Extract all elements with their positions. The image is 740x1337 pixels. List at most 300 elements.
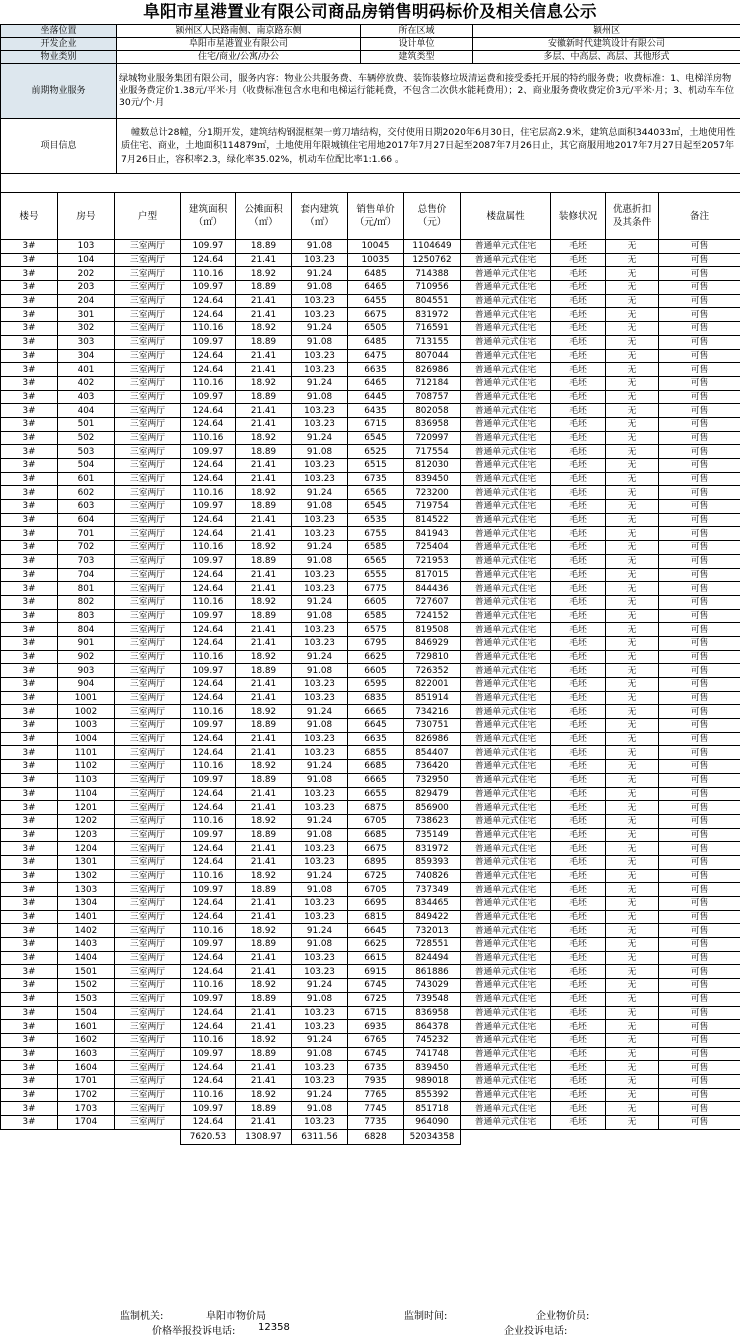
unit-price-cell: 6625 xyxy=(348,650,404,664)
layout-cell: 三室两厅 xyxy=(115,801,181,815)
inner-area-cell: 91.08 xyxy=(292,1047,348,1061)
layout-cell: 三室两厅 xyxy=(115,636,181,650)
building-cell: 3# xyxy=(1,814,58,828)
unit-price-cell: 6835 xyxy=(348,691,404,705)
inner-area-cell: 91.08 xyxy=(292,500,348,514)
decoration-cell: 毛坯 xyxy=(551,281,606,295)
shared-area-cell: 21.41 xyxy=(236,459,292,473)
layout-cell: 三室两厅 xyxy=(115,910,181,924)
unit-price-cell: 6705 xyxy=(348,814,404,828)
col-header-unit-price xyxy=(348,193,404,240)
decoration-cell: 毛坯 xyxy=(551,445,606,459)
unit-price-cell: 6715 xyxy=(348,417,404,431)
gross-area-cell: 109.97 xyxy=(181,883,236,897)
room-cell: 804 xyxy=(58,623,115,637)
inner-area-cell: 91.24 xyxy=(292,431,348,445)
discount-cell: 无 xyxy=(606,513,659,527)
table-row xyxy=(1,376,740,390)
attribute-cell: 普通单元式住宅 xyxy=(461,760,551,774)
building-cell: 3# xyxy=(1,1088,58,1102)
total-price-cell: 717554 xyxy=(404,445,461,459)
unit-price-cell: 6475 xyxy=(348,349,404,363)
layout-cell: 三室两厅 xyxy=(115,623,181,637)
unit-price-cell: 6745 xyxy=(348,1047,404,1061)
total-price-cell: 819508 xyxy=(404,623,461,637)
totals-body xyxy=(1,1129,740,1144)
remark-cell: 可售 xyxy=(659,1020,740,1034)
table-row xyxy=(1,281,740,295)
decoration-cell: 毛坯 xyxy=(551,910,606,924)
layout-cell: 三室两厅 xyxy=(115,719,181,733)
unit-price-cell: 7745 xyxy=(348,1102,404,1116)
gross-area-cell: 124.64 xyxy=(181,855,236,869)
attribute-cell: 普通单元式住宅 xyxy=(461,281,551,295)
room-cell: 1201 xyxy=(58,801,115,815)
table-row xyxy=(1,349,740,363)
room-cell: 1603 xyxy=(58,1047,115,1061)
decoration-cell: 毛坯 xyxy=(551,678,606,692)
table-row xyxy=(1,705,740,719)
remark-cell: 可售 xyxy=(659,459,740,473)
shared-area-cell: 18.92 xyxy=(236,705,292,719)
gross-area-cell: 109.97 xyxy=(181,500,236,514)
discount-cell: 无 xyxy=(606,308,659,322)
shared-area-cell: 18.92 xyxy=(236,486,292,500)
inner-area-cell: 91.24 xyxy=(292,322,348,336)
attribute-cell: 普通单元式住宅 xyxy=(461,1061,551,1075)
unit-price-cell: 6725 xyxy=(348,992,404,1006)
shared-area-cell: 21.41 xyxy=(236,513,292,527)
layout-cell: 三室两厅 xyxy=(115,431,181,445)
total-price-cell: 864378 xyxy=(404,1020,461,1034)
gross-area-cell: 109.97 xyxy=(181,773,236,787)
table-row xyxy=(1,595,740,609)
inner-area-cell: 91.08 xyxy=(292,281,348,295)
inner-area-cell: 91.08 xyxy=(292,335,348,349)
decoration-cell: 毛坯 xyxy=(551,486,606,500)
shared-area-cell: 18.89 xyxy=(236,992,292,1006)
building-cell: 3# xyxy=(1,431,58,445)
remark-cell: 可售 xyxy=(659,650,740,664)
decoration-cell: 毛坯 xyxy=(551,417,606,431)
remark-cell: 可售 xyxy=(659,294,740,308)
remark-cell: 可售 xyxy=(659,965,740,979)
unit-price-cell: 6735 xyxy=(348,472,404,486)
unit-price-cell: 10035 xyxy=(348,253,404,267)
room-cell: 1503 xyxy=(58,992,115,1006)
table-row xyxy=(1,240,740,254)
gross-area-cell: 124.64 xyxy=(181,801,236,815)
gross-area-cell: 124.64 xyxy=(181,910,236,924)
building-cell: 3# xyxy=(1,582,58,596)
room-cell: 1104 xyxy=(58,787,115,801)
attribute-cell: 普通单元式住宅 xyxy=(461,459,551,473)
unit-price-cell: 6665 xyxy=(348,705,404,719)
col-header-room: 房号 xyxy=(58,193,115,240)
layout-cell: 三室两厅 xyxy=(115,595,181,609)
shared-area-cell: 18.89 xyxy=(236,828,292,842)
room-cell: 1103 xyxy=(58,773,115,787)
discount-cell: 无 xyxy=(606,979,659,993)
discount-cell: 无 xyxy=(606,404,659,418)
discount-cell: 无 xyxy=(606,650,659,664)
gross-area-cell: 124.64 xyxy=(181,568,236,582)
attribute-cell: 普通单元式住宅 xyxy=(461,910,551,924)
gross-area-cell: 124.64 xyxy=(181,787,236,801)
attribute-cell: 普通单元式住宅 xyxy=(461,828,551,842)
discount-cell: 无 xyxy=(606,363,659,377)
remark-cell: 可售 xyxy=(659,500,740,514)
table-row xyxy=(1,1006,740,1020)
discount-cell: 无 xyxy=(606,500,659,514)
service-label: 前期物业服务 xyxy=(1,64,117,119)
room-cell: 304 xyxy=(58,349,115,363)
remark-cell: 可售 xyxy=(659,363,740,377)
gross-area-cell: 109.97 xyxy=(181,445,236,459)
room-cell: 504 xyxy=(58,459,115,473)
attribute-cell: 普通单元式住宅 xyxy=(461,1074,551,1088)
building-cell: 3# xyxy=(1,527,58,541)
shared-area-unit: （㎡） xyxy=(236,216,291,229)
layout-cell: 三室两厅 xyxy=(115,897,181,911)
gross-area-cell: 124.64 xyxy=(181,472,236,486)
attribute-cell: 普通单元式住宅 xyxy=(461,582,551,596)
discount-cell: 无 xyxy=(606,691,659,705)
remark-cell: 可售 xyxy=(659,513,740,527)
project-text xyxy=(117,119,740,174)
totals-empty-cell xyxy=(1,1129,58,1144)
total-price-cell: 849422 xyxy=(404,910,461,924)
unit-price-cell: 7765 xyxy=(348,1088,404,1102)
discount-cell: 无 xyxy=(606,910,659,924)
unit-price-cell: 6545 xyxy=(348,431,404,445)
table-row xyxy=(1,897,740,911)
building-cell: 3# xyxy=(1,335,58,349)
table-row xyxy=(1,1088,740,1102)
inner-area-cell: 91.24 xyxy=(292,705,348,719)
attribute-cell: 普通单元式住宅 xyxy=(461,924,551,938)
col-header-total-price xyxy=(404,193,461,240)
building-cell: 3# xyxy=(1,855,58,869)
table-row xyxy=(1,500,740,514)
decoration-cell: 毛坯 xyxy=(551,335,606,349)
unit-price-cell: 6735 xyxy=(348,1061,404,1075)
unit-price-cell: 6585 xyxy=(348,541,404,555)
shared-area-cell: 21.41 xyxy=(236,636,292,650)
gross-area-cell: 109.97 xyxy=(181,335,236,349)
attribute-cell: 普通单元式住宅 xyxy=(461,335,551,349)
discount-cell: 无 xyxy=(606,1116,659,1130)
shared-area-cell: 21.41 xyxy=(236,732,292,746)
decoration-cell: 毛坯 xyxy=(551,842,606,856)
total-price-cell: 725404 xyxy=(404,541,461,555)
unit-price-cell: 6485 xyxy=(348,335,404,349)
attribute-cell: 普通单元式住宅 xyxy=(461,664,551,678)
room-cell: 1701 xyxy=(58,1074,115,1088)
discount-cell: 无 xyxy=(606,1088,659,1102)
decoration-cell: 毛坯 xyxy=(551,828,606,842)
layout-cell: 三室两厅 xyxy=(115,1006,181,1020)
total-price-cell: 851914 xyxy=(404,691,461,705)
total-price-cell: 826986 xyxy=(404,363,461,377)
attribute-cell: 普通单元式住宅 xyxy=(461,1033,551,1047)
room-cell: 901 xyxy=(58,636,115,650)
inner-area-cell: 91.08 xyxy=(292,445,348,459)
room-cell: 903 xyxy=(58,664,115,678)
totals-row xyxy=(1,1129,740,1144)
attribute-cell: 普通单元式住宅 xyxy=(461,253,551,267)
remark-cell: 可售 xyxy=(659,623,740,637)
building-cell: 3# xyxy=(1,1033,58,1047)
total-price-cell: 824494 xyxy=(404,951,461,965)
room-cell: 1204 xyxy=(58,842,115,856)
project-label: 项目信息 xyxy=(1,119,117,174)
info-row-location xyxy=(1,25,740,38)
attribute-cell: 普通单元式住宅 xyxy=(461,240,551,254)
discount-cell: 无 xyxy=(606,486,659,500)
remark-cell: 可售 xyxy=(659,855,740,869)
remark-cell: 可售 xyxy=(659,1088,740,1102)
gross-area-cell: 124.64 xyxy=(181,582,236,596)
total-price-cell: 724152 xyxy=(404,609,461,623)
unit-price-cell: 6815 xyxy=(348,910,404,924)
building-cell: 3# xyxy=(1,897,58,911)
gross-area-cell: 124.64 xyxy=(181,1006,236,1020)
remark-cell: 可售 xyxy=(659,719,740,733)
decoration-cell: 毛坯 xyxy=(551,500,606,514)
inner-area-cell: 91.08 xyxy=(292,240,348,254)
remark-cell: 可售 xyxy=(659,773,740,787)
attribute-cell: 普通单元式住宅 xyxy=(461,390,551,404)
remark-cell: 可售 xyxy=(659,1116,740,1130)
decoration-cell: 毛坯 xyxy=(551,924,606,938)
total-price-cell: 851718 xyxy=(404,1102,461,1116)
room-cell: 503 xyxy=(58,445,115,459)
shared-area-cell: 21.41 xyxy=(236,842,292,856)
shared-area-cell: 18.89 xyxy=(236,1047,292,1061)
room-cell: 703 xyxy=(58,554,115,568)
remark-cell: 可售 xyxy=(659,746,740,760)
discount-cell: 无 xyxy=(606,1006,659,1020)
building-type-value: 多层、中高层、高层、其他形式 xyxy=(473,51,740,64)
gross-area-cell: 109.97 xyxy=(181,390,236,404)
room-cell: 303 xyxy=(58,335,115,349)
room-cell: 502 xyxy=(58,431,115,445)
remark-cell: 可售 xyxy=(659,595,740,609)
total-price-cell: 719754 xyxy=(404,500,461,514)
attribute-cell: 普通单元式住宅 xyxy=(461,787,551,801)
attribute-cell: 普通单元式住宅 xyxy=(461,1006,551,1020)
attribute-cell: 普通单元式住宅 xyxy=(461,500,551,514)
layout-cell: 三室两厅 xyxy=(115,1061,181,1075)
room-cell: 404 xyxy=(58,404,115,418)
totals-empty-cell xyxy=(115,1129,181,1144)
inner-area-cell: 91.08 xyxy=(292,773,348,787)
gross-area-cell: 109.97 xyxy=(181,554,236,568)
gross-area-cell: 109.97 xyxy=(181,240,236,254)
unit-price-cell: 6695 xyxy=(348,897,404,911)
unit-price-cell: 6755 xyxy=(348,527,404,541)
gross-area-cell: 124.64 xyxy=(181,965,236,979)
building-cell: 3# xyxy=(1,910,58,924)
discount-cell: 无 xyxy=(606,472,659,486)
room-cell: 1602 xyxy=(58,1033,115,1047)
building-cell: 3# xyxy=(1,623,58,637)
table-row xyxy=(1,732,740,746)
unit-price-cell: 6635 xyxy=(348,363,404,377)
gross-area-cell: 109.97 xyxy=(181,992,236,1006)
remark-cell: 可售 xyxy=(659,801,740,815)
discount-cell: 无 xyxy=(606,992,659,1006)
total-price-cell: 831972 xyxy=(404,308,461,322)
attribute-cell: 普通单元式住宅 xyxy=(461,513,551,527)
table-row xyxy=(1,760,740,774)
room-cell: 1101 xyxy=(58,746,115,760)
layout-cell: 三室两厅 xyxy=(115,664,181,678)
table-row xyxy=(1,883,740,897)
discount-cell: 无 xyxy=(606,1061,659,1075)
unit-price-cell: 6615 xyxy=(348,951,404,965)
total-price-cell: 802058 xyxy=(404,404,461,418)
average-unit-price: 6828 xyxy=(348,1129,404,1144)
decoration-cell: 毛坯 xyxy=(551,664,606,678)
layout-cell: 三室两厅 xyxy=(115,678,181,692)
shared-area-cell: 21.41 xyxy=(236,1020,292,1034)
table-row xyxy=(1,335,740,349)
remark-cell: 可售 xyxy=(659,814,740,828)
total-price-cell: 734216 xyxy=(404,705,461,719)
room-cell: 1402 xyxy=(58,924,115,938)
unit-price-cell: 6605 xyxy=(348,595,404,609)
shared-area-cell: 21.41 xyxy=(236,965,292,979)
shared-area-cell: 18.89 xyxy=(236,390,292,404)
room-cell: 1403 xyxy=(58,938,115,952)
inner-area-cell: 103.23 xyxy=(292,636,348,650)
totals-empty-cell xyxy=(461,1129,551,1144)
inner-area-cell: 103.23 xyxy=(292,1116,348,1130)
remark-cell: 可售 xyxy=(659,568,740,582)
room-cell: 801 xyxy=(58,582,115,596)
inner-area-cell: 91.24 xyxy=(292,486,348,500)
room-cell: 604 xyxy=(58,513,115,527)
attribute-cell: 普通单元式住宅 xyxy=(461,376,551,390)
gross-area-cell: 109.97 xyxy=(181,1102,236,1116)
totals-empty-cell xyxy=(606,1129,659,1144)
shared-area-cell: 18.92 xyxy=(236,979,292,993)
supervise-time-label: 监制时间: xyxy=(404,1307,447,1322)
building-cell: 3# xyxy=(1,349,58,363)
decoration-cell: 毛坯 xyxy=(551,1061,606,1075)
total-price-cell: 735149 xyxy=(404,828,461,842)
discount-cell: 无 xyxy=(606,828,659,842)
shared-area-cell: 18.92 xyxy=(236,1033,292,1047)
unit-price-cell: 6485 xyxy=(348,267,404,281)
gross-area-cell: 110.16 xyxy=(181,431,236,445)
remark-cell: 可售 xyxy=(659,267,740,281)
room-cell: 802 xyxy=(58,595,115,609)
layout-cell: 三室两厅 xyxy=(115,787,181,801)
room-cell: 1001 xyxy=(58,691,115,705)
table-row xyxy=(1,308,740,322)
discount-cell: 无 xyxy=(606,883,659,897)
attribute-cell: 普通单元式住宅 xyxy=(461,431,551,445)
building-cell: 3# xyxy=(1,500,58,514)
total-price-cell: 712184 xyxy=(404,376,461,390)
layout-cell: 三室两厅 xyxy=(115,500,181,514)
inner-area-cell: 103.23 xyxy=(292,1061,348,1075)
attribute-cell: 普通单元式住宅 xyxy=(461,527,551,541)
total-price-cell: 736420 xyxy=(404,760,461,774)
room-cell: 702 xyxy=(58,541,115,555)
attribute-cell: 普通单元式住宅 xyxy=(461,1088,551,1102)
gross-area-cell: 110.16 xyxy=(181,705,236,719)
district-label: 所在区域 xyxy=(361,25,473,38)
decoration-cell: 毛坯 xyxy=(551,623,606,637)
inner-area-cell: 103.23 xyxy=(292,678,348,692)
unit-price-title: 销售单价 xyxy=(348,203,403,216)
gross-area-cell: 110.16 xyxy=(181,376,236,390)
shared-area-cell: 18.89 xyxy=(236,554,292,568)
unit-price-cell: 6595 xyxy=(348,678,404,692)
gross-area-cell: 124.64 xyxy=(181,636,236,650)
unit-price-cell: 6685 xyxy=(348,828,404,842)
layout-cell: 三室两厅 xyxy=(115,924,181,938)
shared-area-cell: 21.41 xyxy=(236,951,292,965)
property-type-label: 物业类别 xyxy=(1,51,117,64)
room-cell: 301 xyxy=(58,308,115,322)
gross-area-unit: （㎡） xyxy=(181,216,235,229)
decoration-cell: 毛坯 xyxy=(551,363,606,377)
building-cell: 3# xyxy=(1,678,58,692)
remark-cell: 可售 xyxy=(659,390,740,404)
decoration-cell: 毛坯 xyxy=(551,322,606,336)
unit-price-cell: 6795 xyxy=(348,636,404,650)
room-cell: 1704 xyxy=(58,1116,115,1130)
table-row xyxy=(1,609,740,623)
complaint-label: 价格举报投诉电话: xyxy=(152,1322,235,1337)
remark-cell: 可售 xyxy=(659,842,740,856)
inner-area-cell: 91.24 xyxy=(292,924,348,938)
total-price-cell: 839450 xyxy=(404,472,461,486)
table-row xyxy=(1,842,740,856)
building-cell: 3# xyxy=(1,883,58,897)
attribute-cell: 普通单元式住宅 xyxy=(461,294,551,308)
attribute-cell: 普通单元式住宅 xyxy=(461,445,551,459)
total-sale-price: 52034358 xyxy=(404,1129,461,1144)
table-row xyxy=(1,459,740,473)
building-cell: 3# xyxy=(1,1116,58,1130)
table-row xyxy=(1,979,740,993)
total-price-cell: 732950 xyxy=(404,773,461,787)
attribute-cell: 普通单元式住宅 xyxy=(461,1020,551,1034)
table-row xyxy=(1,1047,740,1061)
building-cell: 3# xyxy=(1,294,58,308)
discount-cell: 无 xyxy=(606,417,659,431)
gross-area-cell: 124.64 xyxy=(181,308,236,322)
attribute-cell: 普通单元式住宅 xyxy=(461,897,551,911)
shared-area-cell: 18.89 xyxy=(236,240,292,254)
inner-area-cell: 103.23 xyxy=(292,513,348,527)
layout-cell: 三室两厅 xyxy=(115,486,181,500)
shared-area-cell: 18.92 xyxy=(236,650,292,664)
shared-area-cell: 21.41 xyxy=(236,855,292,869)
inner-area-cell: 91.08 xyxy=(292,1102,348,1116)
gross-area-cell: 124.64 xyxy=(181,459,236,473)
remark-cell: 可售 xyxy=(659,924,740,938)
decoration-cell: 毛坯 xyxy=(551,1020,606,1034)
attribute-cell: 普通单元式住宅 xyxy=(461,732,551,746)
discount-cell: 无 xyxy=(606,1102,659,1116)
